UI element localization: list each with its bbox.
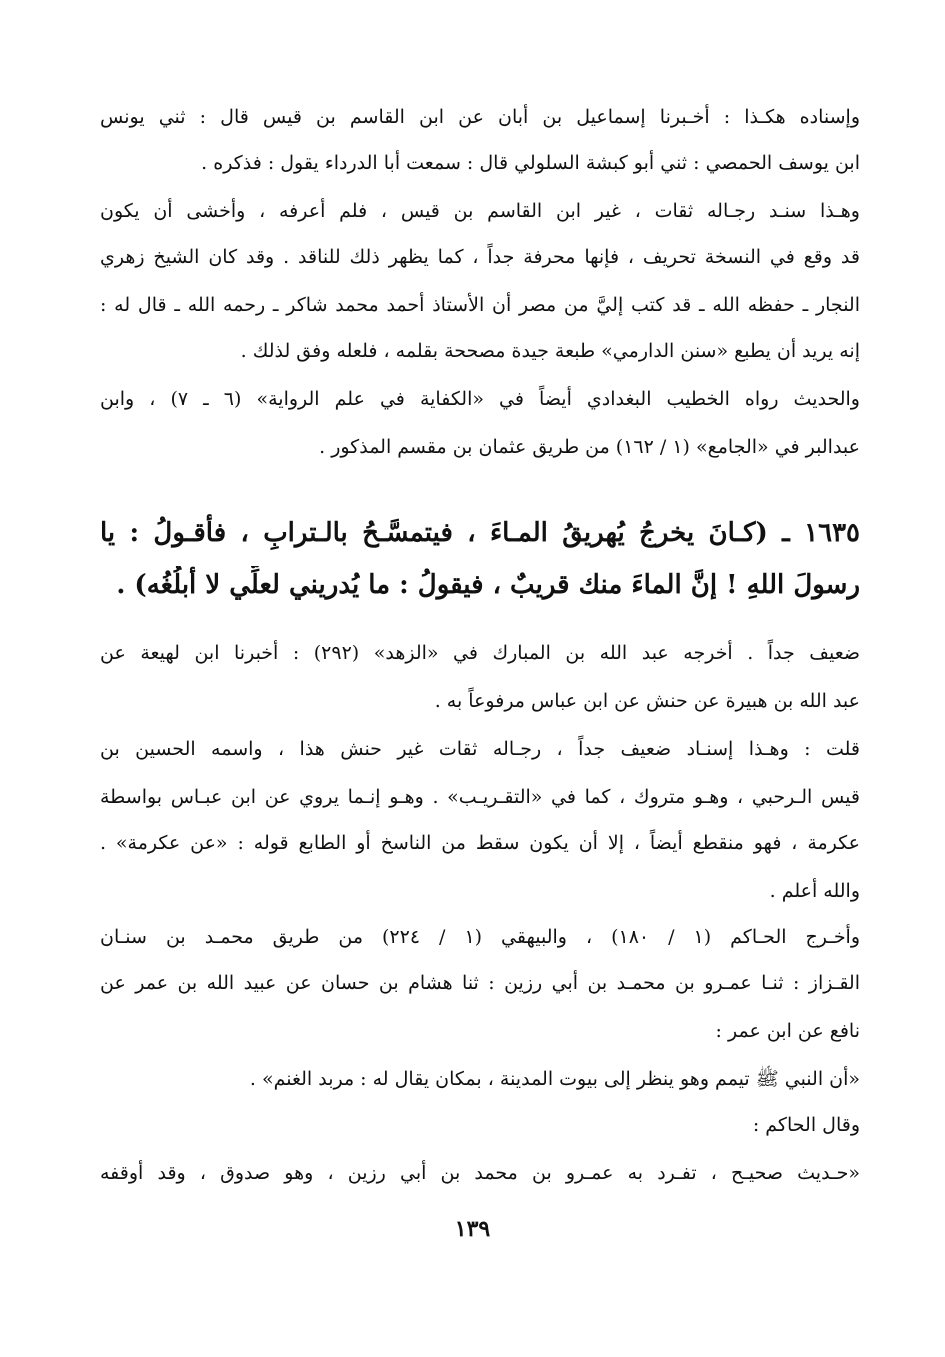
quote-line: «حـديث صحيـح ، تفـرد به عمـرو بن محمد بن أبي رزين ، وهو صدوق ، وقد أوقفه xyxy=(100,1162,860,1184)
text-line: القـزاز : ثنـا عمـرو بن محمـد بن أبي رزين : ثنا هشام بن حسان عن عبيد الله بن عمر عن xyxy=(100,972,860,994)
text-line: عبد الله بن هبيرة عن حنش عن ابن عباس مرفوعاً به . xyxy=(434,690,860,712)
hadith-text: رسولَ اللهِ ! إنَّ الماءَ منك قريبٌ ، فيقولُ : ما يُدريني لعلِّي لا أبلُغُه) . xyxy=(116,570,860,600)
text-line: قلت : وهـذا إسنـاد ضعيف جداً ، رجـاله ثقات غير حنش هذا ، واسمه الحسين بن xyxy=(100,738,860,760)
text-line: قيس الـرحبي ، وهـو متروك ، كما في «التقـريـب» . وهـو إنـما يروي عن ابن عبـاس بواسطة xyxy=(100,786,860,808)
text-line: عكرمة ، فهو منقطع أيضاً ، إلا أن يكون سقط من الناسخ أو الطابع قوله : «عن عكرمة» . xyxy=(100,832,860,854)
quote-line: «أن النبي ﷺ تيمم وهو ينظر إلى بيوت المدينة ، بمكان يقال له : مربد الغنم» . xyxy=(249,1068,860,1090)
hadith-text: ١٦٣٥ ـ (كـانَ يخرجُ يُهريقُ المـاءَ ، فيتمسَّـحُ بالـترابِ ، فأقـولُ : يا xyxy=(100,518,860,548)
text-line: وقال الحاكم : xyxy=(752,1114,860,1136)
text-line: نافع عن ابن عمر : xyxy=(715,1020,860,1042)
text-line: وإسناده هكـذا : أخـبرنا إسماعيل بن أبان عن ابن القاسم بن قيس قال : ثني يونس xyxy=(100,106,860,128)
text-line: ابن يوسف الحمصي : ثني أبو كبشة السلولي قال : سمعت أبا الدرداء يقول : فذكره . xyxy=(201,152,860,174)
page-number: ١٣٩ xyxy=(454,1216,491,1242)
text-line: والحديث رواه الخطيب البغدادي أيضاً في «الكفاية في علم الرواية» (٦ ـ ٧) ، وابن xyxy=(100,388,860,410)
text-line: وأخـرج الحـاكم (١ / ١٨٠) ، والبيهقي (١ / ٢٢٤) من طريق محمـد بن سنـان xyxy=(100,926,860,948)
text-line: النجار ـ حفظه الله ـ قد كتب إليَّ من مصر أن الأستاذ أحمد محمد شاكر ـ رحمه الله ـ قال له : xyxy=(100,294,860,316)
text-line: إنه يريد أن يطبع «سنن الدارمي» طبعة جيدة مصححة بقلمه ، فلعله وفق لذلك . xyxy=(240,340,860,362)
text-line: عبدالبر في «الجامع» (١ / ١٦٢) من طريق عثمان بن مقسم المذكور . xyxy=(319,436,860,458)
text-line: وهـذا سنـد رجـاله ثقات ، غير ابن القاسم بن قيس ، فلم أعرفه ، وأخشى أن يكون xyxy=(100,200,860,222)
text-line: والله أعلم . xyxy=(769,880,860,902)
text-line: ضعيف جداً . أخرجه عبد الله بن المبارك في «الزهد» (٢٩٢) : أخبرنا ابن لهيعة عن xyxy=(100,642,860,664)
text-line: قد وقع في النسخة تحريف ، فإنها محرفة جداً ، كما يظهر ذلك للناقد . وقد كان الشيخ زهري xyxy=(100,246,860,268)
